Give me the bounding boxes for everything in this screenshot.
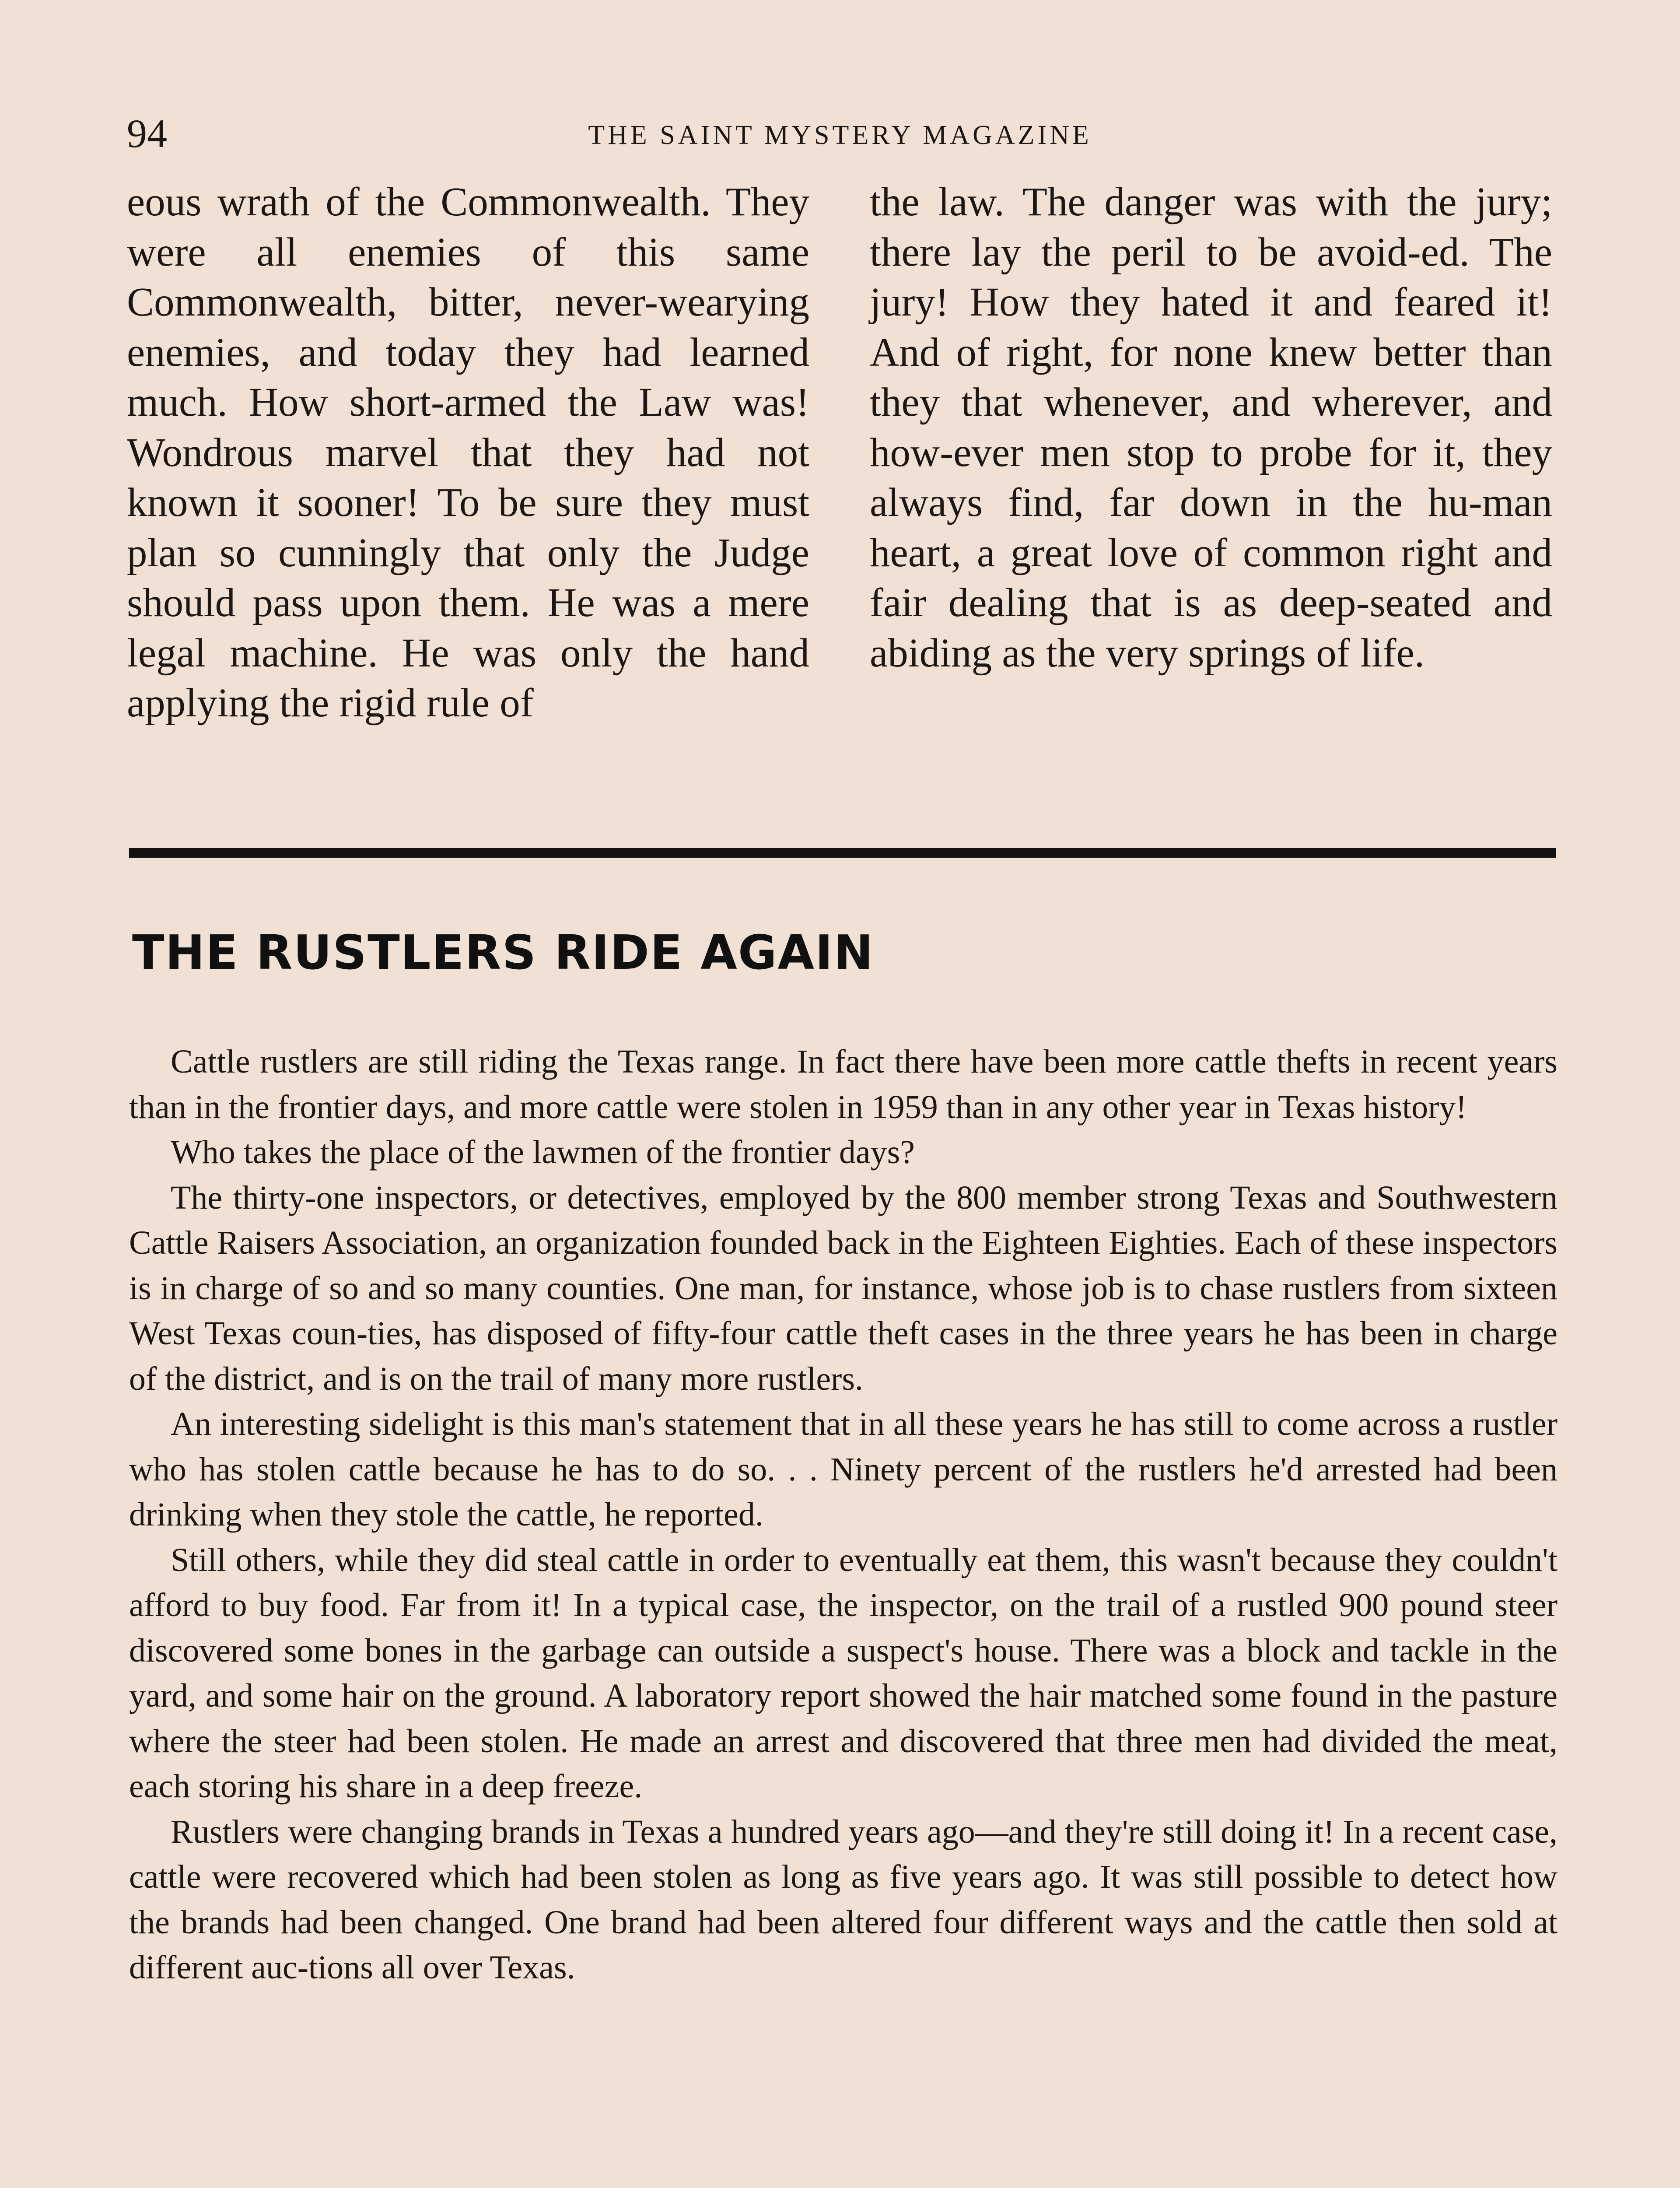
previous-story-right-column: the law. The danger was with the jury; there lay the peril to be avoid-ed. The jury! How they hated it and feared it! And of right, for none knew better than they that whenever, and wherever, and how-ever men stop to probe for it, they always find, far down in the hu-man heart, a great love of common right and fair dealing that is as deep-seated and abiding as the very springs of life. xyxy=(870,179,1552,676)
article-body xyxy=(129,1039,1558,1991)
page-header xyxy=(127,109,1553,158)
previous-story-left-column: eous wrath of the Commonwealth. They were all enemies of this same Commonwealth, bitter, never-wearying enemies, and today they had learned much. How short-armed the Law was! Wondrous marvel that they had not known it sooner! To be sure they must plan so cunningly that only the Judge should pass upon them. He was a mere legal machine. He was only the hand applying the rigid rule of xyxy=(127,179,809,726)
article-paragraph: The thirty-one inspectors, or detectives, employed by the 800 member strong Texas and Southwestern Cattle Raisers Association, an organization founded back in the Eighteen Eighties. Each of these inspectors is in charge of so and so many counties. One man, for instance, whose job is to chase rustlers from sixteen West Texas coun-ties, has disposed of fifty-four cattle theft cases in the three years he has been in charge of the district, and is on the trail of many more rustlers. xyxy=(129,1179,1558,1397)
article-paragraph: Cattle rustlers are still riding the Texas range. In fact there have been more cattle thefts in recent years than in the frontier days, and more cattle were stolen in 1959 than in any other year in Texas history! xyxy=(129,1043,1558,1126)
page-number: 94 xyxy=(127,111,167,156)
running-title: THE SAINT MYSTERY MAGAZINE xyxy=(588,120,1092,150)
article-paragraph: Rustlers were changing brands in Texas a hundred years ago—and they're still doing it! In a recent case, cattle were recovered which had been stolen as long as five years ago. It was still possible to detect how the brands had been changed. One brand had been altered four different ways and the cattle then sold at different auc-tions all over Texas. xyxy=(129,1813,1558,1986)
article-paragraph: Still others, while they did steal cattle in order to eventually eat them, this wasn't because they couldn't afford to buy food. Far from it! In a typical case, the inspector, on the trail of a rustled 900 pound steer discovered some bones in the garbage can outside a suspect's house. There was a block and tackle in the yard, and some hair on the ground. A laboratory report showed the hair matched some found in the pasture where the steer had been stolen. He made an arrest and discovered that three men had divided the meat, each storing his share in a deep freeze. xyxy=(129,1541,1558,1805)
article-paragraph: Who takes the place of the lawmen of the frontier days? xyxy=(171,1134,915,1171)
article-headline: THE RUSTLERS RIDE AGAIN xyxy=(132,926,874,980)
article-paragraph: An interesting sidelight is this man's statement that in all these years he has still to come across a rustler who has stolen cattle because he has to do so. . . Ninety percent of the rustlers he'd arrested had been drinking when they stole the cattle, he reported. xyxy=(129,1406,1558,1533)
section-divider xyxy=(129,848,1556,858)
